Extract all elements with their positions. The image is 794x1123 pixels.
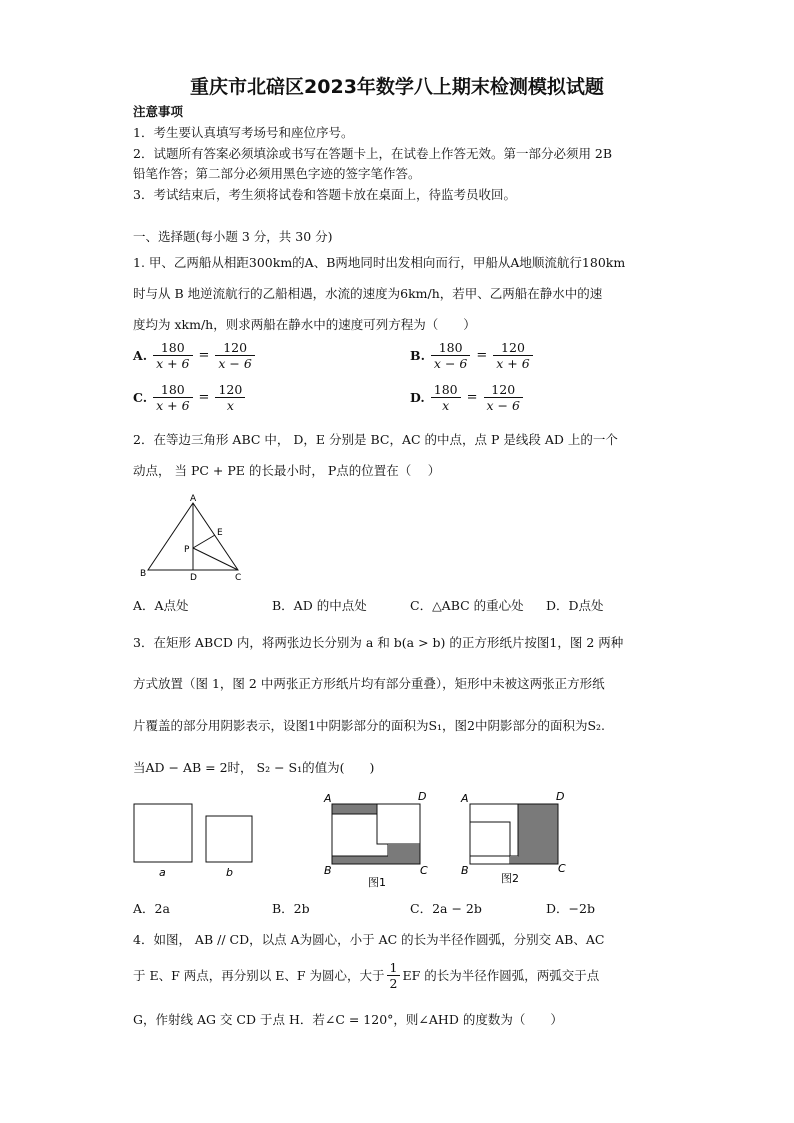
q1-option-d[interactable]: D. $\frac{180}{x}$ = $\frac{120}{x - 6}$ xyxy=(410,382,523,413)
svg-text:B: B xyxy=(461,864,469,877)
notice-item-2: 2．试题所有答案必须填涂或书写在答题卡上，在试卷上作答无效。第一部分必须用 2B xyxy=(133,146,613,161)
page-title: 重庆市北碚区2023年数学八上期末检测模拟试题 xyxy=(190,76,604,98)
svg-text:B: B xyxy=(324,864,332,877)
option-label: A. xyxy=(133,348,148,363)
section-heading: 一、选择题(每小题 3 分，共 30 分) xyxy=(133,229,333,244)
figure-2 xyxy=(460,790,566,885)
svg-text:P: P xyxy=(184,545,190,555)
q1-text-2: 时与从 B 地逆流航行的乙船相遇，水流的速度为6km/h，若甲、乙两船在静水中的速 xyxy=(133,286,603,301)
q2-triangle-figure xyxy=(138,492,248,582)
svg-text:D: D xyxy=(556,790,565,803)
notice-item-2-cont: 铅笔作答；第二部分必须用黑色字迹的签字笔作答。 xyxy=(133,166,421,181)
svg-text:C: C xyxy=(558,862,566,875)
q4-text-2: 于 E、F 两点，再分别以 E、F 为圆心，大于 $\frac{1}{2}$ EF 的长为半径作圆弧，两弧交于点 xyxy=(133,960,600,991)
figure-1 xyxy=(323,790,428,889)
q2-text-2: 动点， 当 PC + PE 的长最小时， P点的位置在（ ） xyxy=(133,463,441,478)
svg-text:图1: 图1 xyxy=(368,876,386,889)
svg-text:b: b xyxy=(226,866,233,879)
q2-option-a[interactable]: A．A点处 xyxy=(133,598,189,613)
q3-option-a[interactable]: A．2a xyxy=(133,901,170,916)
q3-option-b[interactable]: B．2b xyxy=(272,901,310,916)
q1-option-a[interactable]: A. $\frac{180}{x + 6}$ = $\frac{120}{x - 6}$ xyxy=(133,340,255,371)
q3-option-c[interactable]: C．2a − 2b xyxy=(410,901,482,916)
svg-text:a: a xyxy=(159,866,166,879)
svg-text:C: C xyxy=(420,864,428,877)
notice-item-1: 1．考生要认真填写考场号和座位序号。 xyxy=(133,125,354,140)
svg-text:E: E xyxy=(217,528,223,538)
q2-option-d[interactable]: D．D点处 xyxy=(546,598,604,613)
svg-text:D: D xyxy=(418,790,427,803)
svg-text:A: A xyxy=(324,792,332,805)
option-label: D. xyxy=(410,390,425,405)
svg-text:C: C xyxy=(235,573,242,582)
q4-text-3: G，作射线 AG 交 CD 于点 H．若∠C = 120°，则∠AHD 的度数为（ ） xyxy=(133,1012,563,1027)
q3-option-d[interactable]: D．−2b xyxy=(546,901,595,916)
svg-text:B: B xyxy=(140,569,147,579)
q3-text-4: 当AD − AB = 2时， S₂ − S₁的值为( ) xyxy=(133,760,375,775)
option-label: B. xyxy=(410,348,425,363)
q2-option-c[interactable]: C．△ABC 的重心处 xyxy=(410,598,524,613)
q1-option-c[interactable]: C. $\frac{180}{x + 6}$ = $\frac{120}{x}$ xyxy=(133,382,245,413)
q2-option-b[interactable]: B．AD 的中点处 xyxy=(272,598,367,613)
q3-text-2: 方式放置（图 1，图 2 中两张正方形纸片均有部分重叠），矩形中未被这两张正方形纸 xyxy=(133,676,605,691)
svg-text:D: D xyxy=(190,573,197,582)
notice-heading: 注意事项 xyxy=(133,104,184,119)
option-label: C. xyxy=(133,390,148,405)
q3-figures xyxy=(128,786,590,890)
q4-text-1: 4．如图， AB // CD，以点 A为圆心，小于 AC 的长为半径作圆弧，分别交 AB、AC xyxy=(133,932,605,947)
q1-text-3: 度均为 xkm/h，则求两船在静水中的速度可列方程为（ ） xyxy=(133,317,476,332)
svg-text:A: A xyxy=(461,792,469,805)
q1-option-b[interactable]: B. $\frac{180}{x - 6}$ = $\frac{120}{x + 6}$ xyxy=(410,340,533,371)
svg-text:图2: 图2 xyxy=(501,872,519,885)
svg-text:A: A xyxy=(190,494,197,504)
q2-text-1: 2．在等边三角形 ABC 中， D，E 分别是 BC，AC 的中点，点 P 是线段 AD 上的一个 xyxy=(133,432,618,447)
q1-text-1: 1. 甲、乙两船从相距300km的A、B两地同时出发相向而行，甲船从A地顺流航行180km xyxy=(133,255,626,270)
q3-text-3: 片覆盖的部分用阴影表示，设图1中阴影部分的面积为S₁，图2中阴影部分的面积为S₂. xyxy=(133,718,606,733)
notice-item-3: 3．考试结束后，考生须将试卷和答题卡放在桌面上，待监考员收回。 xyxy=(133,187,516,202)
q3-text-1: 3．在矩形 ABCD 内，将两张边长分别为 a 和 b(a > b) 的正方形纸片按图1，图 2 两种 xyxy=(133,635,624,650)
